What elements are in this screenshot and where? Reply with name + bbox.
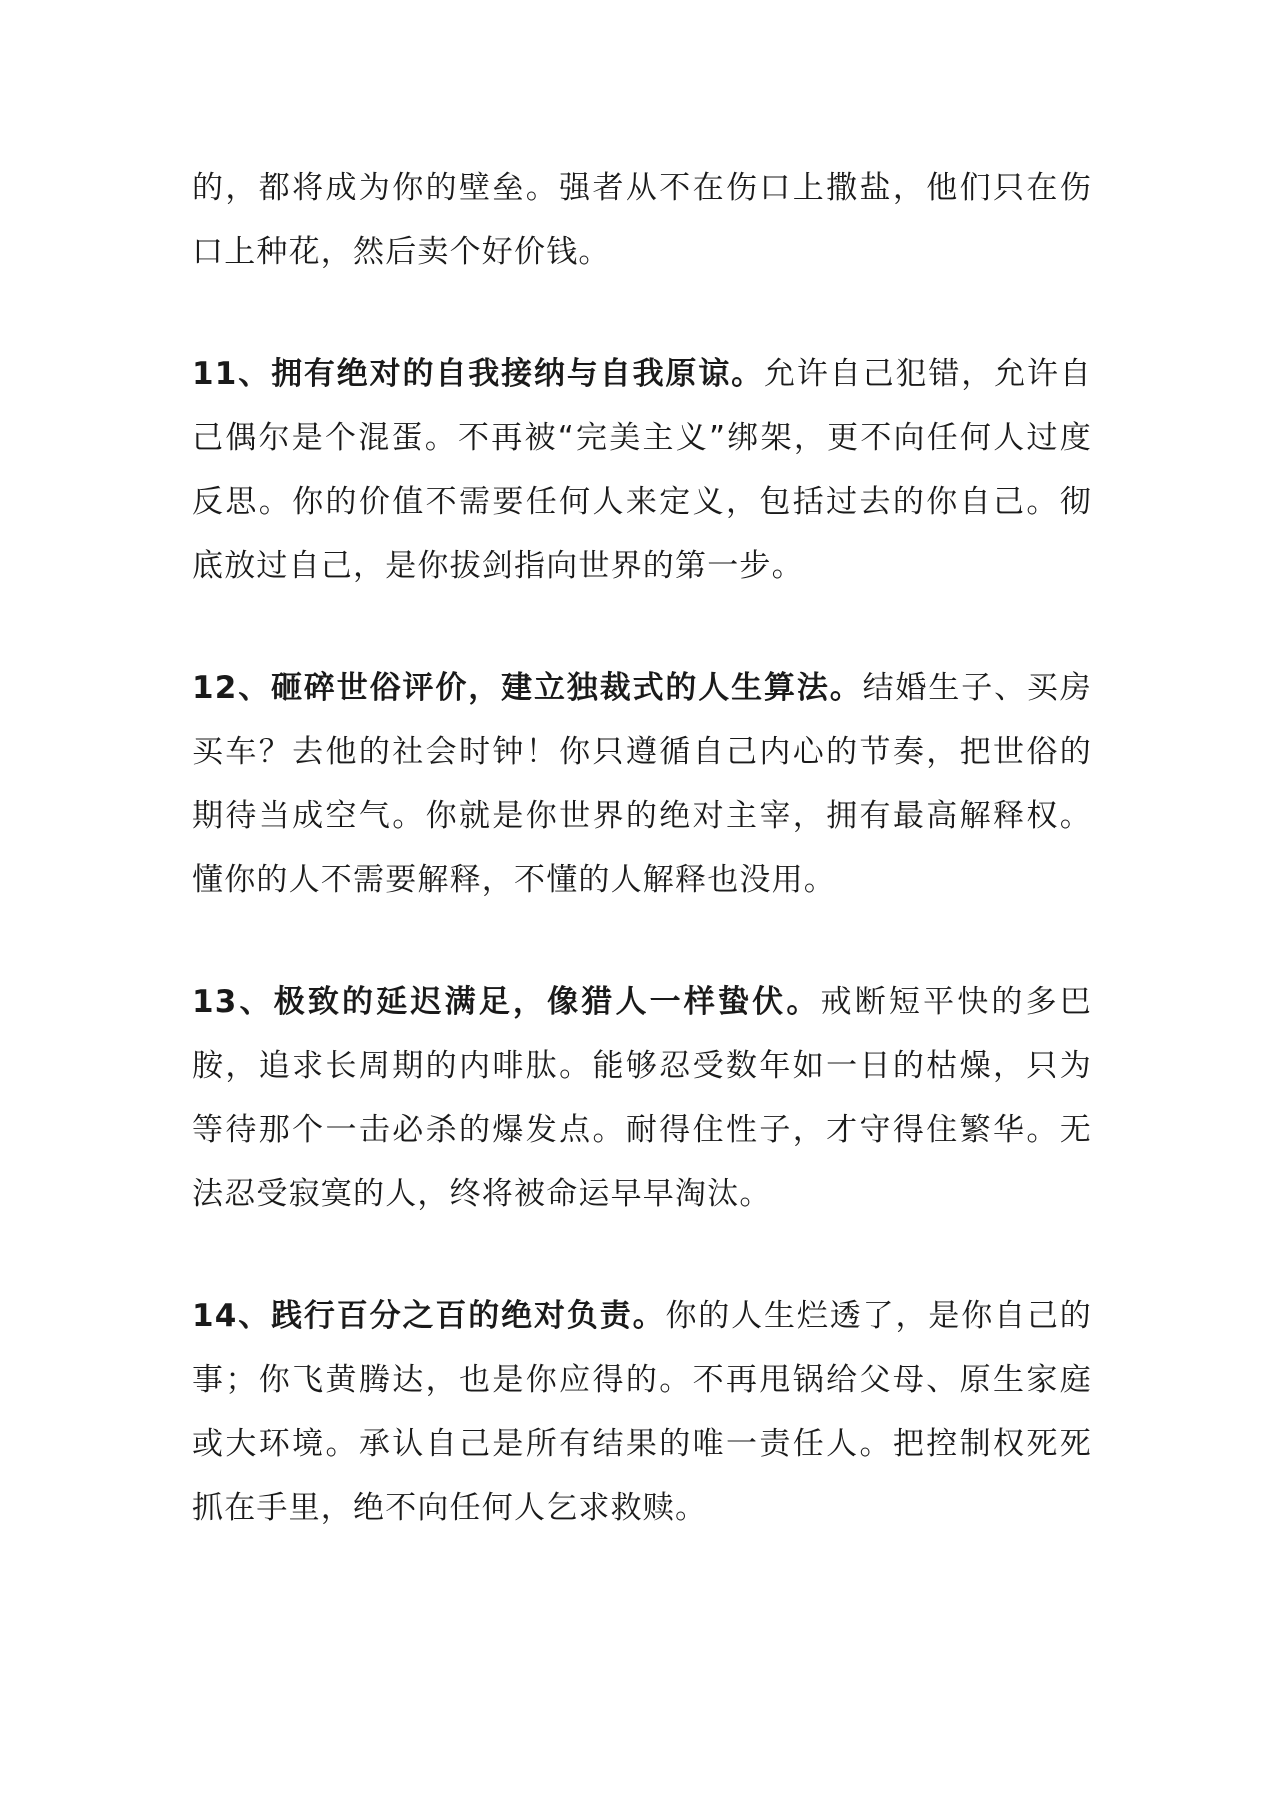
paragraph-item-14 [192,1284,1092,1540]
paragraph-text: 戒断短平快的多巴胺，追求长周期的内啡肽。能够忍受数年如一日的枯燥，只为等待那个一击必杀的爆发点。耐得住性子，才守得住繁华。无法忍受寂寞的人，终将被命运早早淘汰。 [192,984,1092,1212]
document-body [192,156,1092,1540]
paragraph-text: 结婚生子、买房买车？去他的社会时钟！你只遵循自己内心的节奏，把世俗的期待当成空气。你就是你世界的绝对主宰，拥有最高解释权。懂你的人不需要解释，不懂的人解释也没用。 [192,670,1092,898]
paragraph-lead: 12、砸碎世俗评价，建立独裁式的人生算法。 [192,670,863,706]
paragraph-text: 的，都将成为你的壁垒。强者从不在伤口上撒盐，他们只在伤口上种花，然后卖个好价钱。 [192,170,1092,270]
paragraph-continuation [192,156,1092,284]
paragraph-lead: 13、极致的延迟满足，像猎人一样蛰伏。 [192,984,821,1020]
paragraph-lead: 14、践行百分之百的绝对负责。 [192,1298,666,1334]
paragraph-item-11 [192,342,1092,598]
paragraph-lead: 11、拥有绝对的自我接纳与自我原谅。 [192,356,765,392]
paragraph-text: 你的人生烂透了，是你自己的事；你飞黄腾达，也是你应得的。不再甩锅给父母、原生家庭或大环境。承认自己是所有结果的唯一责任人。把控制权死死抓在手里，绝不向任何人乞求救赎。 [192,1298,1092,1526]
paragraph-text: 允许自己犯错，允许自己偶尔是个混蛋。不再被“完美主义”绑架，更不向任何人过度反思。你的价值不需要任何人来定义，包括过去的你自己。彻底放过自己，是你拔剑指向世界的第一步。 [192,356,1093,584]
paragraph-item-12 [192,656,1092,912]
paragraph-item-13 [192,970,1092,1226]
